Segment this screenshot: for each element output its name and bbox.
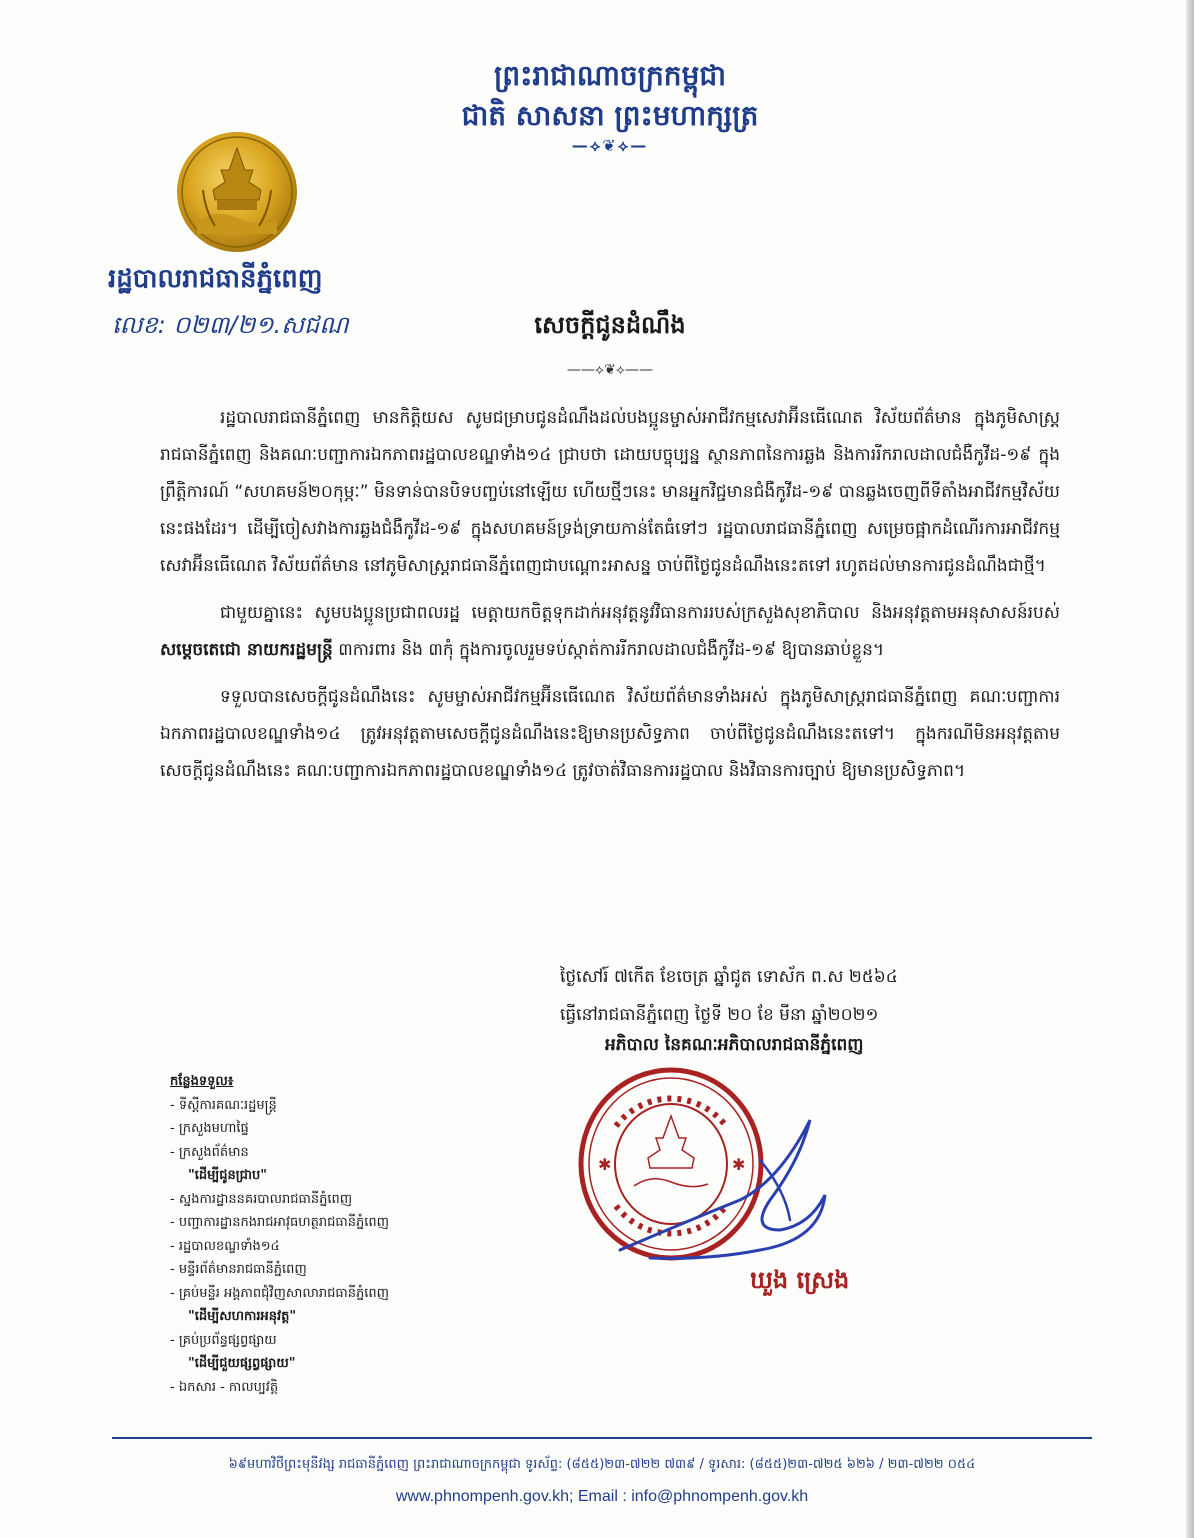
recipient-item: - ទីស្ដីការគណៈរដ្ឋមន្ត្រី (170, 1097, 277, 1113)
letter-body (160, 400, 1060, 800)
title-ornament: ——⟡❦⟡—— (566, 362, 654, 378)
agency-name: រដ្ឋបាលរាជធានីភ្នំពេញ (108, 264, 323, 294)
handwritten-signature-icon (610, 1100, 850, 1270)
paragraph-2-text-end: ៣ការពារ និង ៣កុំ ក្នុងការចូលរួមទប់ស្កាត់ការរីករាលដាលជំងឺកូវីដ-១៩ ឱ្យបានឆាប់ខ្លួន។ (332, 640, 885, 660)
recipient-item: - រដ្ឋបាលខណ្ឌទាំង១៤ (170, 1238, 280, 1254)
recipient-note: "ដើម្បីជូនជ្រាប" (188, 1168, 268, 1183)
recipients-list (170, 1070, 389, 1399)
footer-contact: www.phnompenh.gov.kh; Email : info@phnompenh.gov.kh (395, 1488, 809, 1505)
paragraph-1: រដ្ឋបាលរាជធានីភ្នំពេញ មានកិត្តិយស សូមជម្រាបជូនដំណឹងដល់បងប្អូនម្ចាស់អាជីវកម្មសេវាអ៊ីនធើណេត វិស័យព័ត៌មាន ក្នុងភូមិសាស្ត្ររាជធានីភ្នំពេញ និងគណៈបញ្ជាការឯកភាពរដ្ឋបាលខណ្ឌទាំង១៤ ជ្រាបថា ដោយបច្ចុប្បន្ន ស្ថានភាពនៃការឆ្លង និងការរីករាលដាលជំងឺកូវីដ-១៩ ក្នុងព្រឹត្តិការណ៍ “សហគមន៍២០កុម្ភៈ” មិនទាន់បានបិទបញ្ចប់នៅឡើយ ហើយថ្មីៗនេះ មានអ្នកវិជ្ជមានជំងឺកូវីដ-១៩ បានឆ្លងចេញពីទីតាំងអាជីវកម្មវិស័យនេះផងដែរ។ ដើម្បីចៀសវាងការឆ្លងជំងឺកូវីដ-១៩ ក្នុងសហគមន៍ទ្រង់ទ្រាយកាន់តែធំទៅៗ រដ្ឋបាលរាជធានីភ្នំពេញ សម្រេចផ្អាកដំណើរការអាជីវកម្មសេវាអ៊ីនធើណេត វិស័យព័ត៌មាន នៅភូមិសាស្ត្ររាជធានីភ្នំពេញជាបណ្ដោះអាសន្ន ចាប់ពីថ្ងៃជូនដំណឹងនេះតទៅ រហូតដល់មានការជូនដំណឹងជាថ្មី។ (160, 408, 1060, 576)
recipient-item: - បញ្ជាការដ្ឋានកងរាជអាវុធហត្ថរាជធានីភ្នំពេញ (170, 1215, 389, 1230)
kingdom-header (420, 56, 800, 156)
recipient-note: "ដើម្បីសហការអនុវត្ត" (188, 1309, 297, 1324)
recipient-note: "ដើម្បីជួយផ្សព្វផ្សាយ" (188, 1356, 296, 1371)
lunar-date: ថ្ងៃសៅរ៍ ៧កើត ខែចេត្រ ឆ្នាំជូត ទោស័ក ព.ស ២៥៦៤ (560, 967, 898, 987)
solar-date: ធ្វើនៅរាជធានីភ្នំពេញ ថ្ងៃទី ២០ ខែ មីនា ឆ្នាំ២០២១ (560, 1005, 879, 1025)
kingdom-name: ព្រះរាជាណាចក្រកម្ពុជា (493, 59, 726, 92)
footer-divider (112, 1437, 1092, 1439)
signer-name: ឃួង ស្រេង (750, 1266, 850, 1294)
date-block (560, 958, 898, 1034)
svg-text:✱: ✱ (732, 1155, 746, 1174)
recipient-item: - ក្រសួងព័ត៌មាន (170, 1144, 249, 1160)
paragraph-2 (160, 595, 1060, 669)
recipient-item: - មន្ទីរព័ត៌មានរាជធានីភ្នំពេញ (170, 1262, 307, 1277)
footer (112, 1449, 1092, 1513)
recipients-heading: កន្លែងទទួល៖ (170, 1074, 234, 1089)
national-motto: ជាតិ សាសនា ព្រះមហាក្សត្រ (461, 99, 759, 132)
recipient-item: - ឯកសារ - កាលប្បវត្តិ (170, 1379, 279, 1395)
letter-number: លេខ: ០២៣/២១.សជណ (112, 311, 349, 339)
document-title: សេចក្ដីជូនដំណឹង (534, 311, 686, 339)
prime-minister-title: សម្ដេចតេជោ នាយករដ្ឋមន្ត្រី (160, 640, 333, 660)
recipient-item: - ស្នងការដ្ឋាននគរបាលរាជធានីភ្នំពេញ (170, 1191, 353, 1207)
page-edge-shadow (1186, 0, 1194, 1538)
header-ornament: —⟡❦⟡— (571, 136, 649, 155)
svg-text:✱: ✱ (598, 1155, 612, 1174)
phnom-penh-emblem-icon (175, 130, 299, 254)
paragraph-3: ទទួលបានសេចក្ដីជូនដំណឹងនេះ សូមម្ចាស់អាជីវកម្មអ៊ីនធើណេត វិស័យព័ត៌មានទាំងអស់ ក្នុងភូមិសាស្ត្ររាជធានីភ្នំពេញ គណៈបញ្ជាការឯកភាពរដ្ឋបាលខណ្ឌទាំង១៤ ត្រូវអនុវត្តតាមសេចក្ដីជូនដំណឹងនេះឱ្យមានប្រសិទ្ធភាព ចាប់ពីថ្ងៃជូនដំណឹងនេះតទៅ។ ក្នុងករណីមិនអនុវត្តតាមសេចក្ដីជូនដំណឹងនេះ គណៈបញ្ជាការឯកភាពរដ្ឋបាលខណ្ឌទាំង១៤ ត្រូវចាត់វិធានការរដ្ឋបាល និងវិធានការច្បាប់ ឱ្យមានប្រសិទ្ធភាព។ (160, 687, 1060, 781)
paragraph-2-text-start: ជាមួយគ្នានេះ សូមបងប្អូនប្រជាពលរដ្ឋ មេត្តាយកចិត្តទុកដាក់អនុវត្តនូវវិធានការរបស់ក្រសួងសុខាភិបាល និងអនុវត្តតាមអនុសាសន៍របស់ (220, 603, 1060, 623)
footer-address: ៦៩មហាវិថីព្រះមុនីវង្ស រាជធានីភ្នំពេញ ព្រះរាជាណាចក្រកម្ពុជា ទូរស័ព្ទ: (៨៥៥)២៣-៧២២ ៧៣៩ / ទូរសារ: (៨៥៥)២៣-៧២៥ ៦២៦ / ២៣-៧២២ ០៥៤ (228, 1457, 976, 1472)
recipient-item: - គ្រប់ប្រព័ន្ធផ្សព្វផ្សាយ (170, 1332, 277, 1348)
signer-title: អភិបាល នៃគណៈអភិបាលរាជធានីភ្នំពេញ (605, 1035, 864, 1055)
recipient-item: - គ្រប់មន្ទីរ អង្គភាពជុំវិញសាលារាជធានីភ្នំពេញ (170, 1285, 390, 1301)
recipient-item: - ក្រសួងមហាផ្ទៃ (170, 1121, 249, 1136)
